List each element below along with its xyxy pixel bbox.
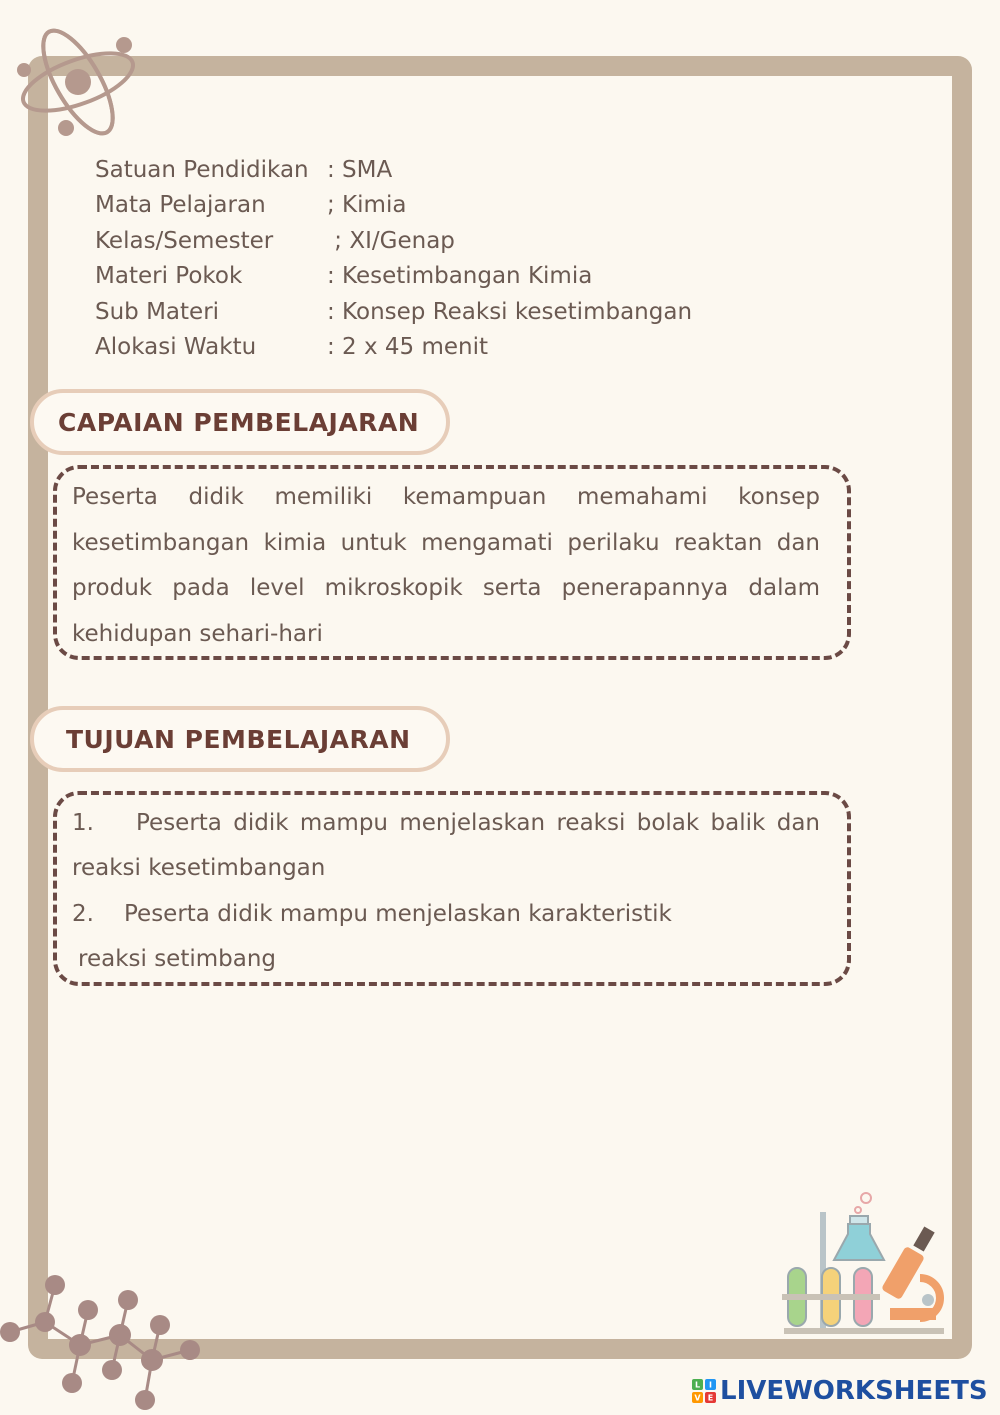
info-label: Satuan Pendidikan (95, 156, 309, 183)
logo-letter: V (694, 1393, 701, 1403)
list-item-text: Peserta didik mampu menjelaskan karakteristik (124, 900, 672, 927)
liveworksheets-brand[interactable] (692, 1374, 988, 1408)
info-value: : Kesetimbangan Kimia (327, 263, 593, 290)
list-item (72, 891, 820, 937)
capaian-heading: CAPAIAN PEMBELAJARAN (30, 389, 450, 455)
info-row (95, 152, 692, 188)
info-label: Kelas/Semester (95, 227, 274, 254)
capaian-line: produk pada level mikroskopik serta penerapannya dalam (72, 575, 820, 601)
molecule-icon (0, 1265, 215, 1415)
info-value: ; Kimia (327, 192, 407, 219)
info-value: : Konsep Reaksi kesetimbangan (327, 298, 693, 325)
tujuan-list (72, 800, 820, 982)
info-row (95, 188, 692, 224)
info-row (95, 330, 692, 366)
info-label: Sub Materi (95, 298, 220, 325)
list-item (72, 800, 820, 846)
capaian-line: Peserta didik memiliki kemampuan memahami konsep (72, 484, 820, 510)
tujuan-heading: TUJUAN PEMBELAJARAN (30, 706, 450, 772)
info-label: Materi Pokok (95, 263, 243, 290)
laboratory-equipment-icon (780, 1188, 950, 1338)
list-item-continuation: reaksi setimbang (78, 946, 277, 973)
capaian-line: kehidupan sehari-hari (72, 620, 323, 647)
info-row (95, 223, 692, 259)
info-row (95, 294, 692, 330)
logo-letter: L (694, 1380, 701, 1390)
list-number: 1. (72, 809, 94, 836)
info-label: Mata Pelajaran (95, 192, 266, 219)
list-item-continuation: reaksi kesetimbangan (72, 855, 326, 882)
brand-name[interactable]: LIVEWORKSHEETS (720, 1376, 988, 1406)
list-item-text: Peserta didik mampu menjelaskan reaksi bolak balik dan (136, 809, 820, 836)
info-row (95, 259, 692, 295)
info-label: Alokasi Waktu (95, 334, 257, 361)
list-number: 2. (72, 900, 94, 927)
identity-info (95, 152, 692, 365)
logo-letter: E (707, 1393, 714, 1403)
capaian-line: kesetimbangan kimia untuk mengamati perilaku reaktan dan (72, 529, 820, 556)
atom-icon (14, 20, 144, 145)
capaian-text (72, 475, 820, 657)
info-value: : 2 x 45 menit (327, 334, 489, 361)
logo-letter: I (709, 1380, 712, 1390)
info-value: : SMA (327, 156, 393, 183)
info-value: ; XI/Genap (327, 227, 455, 254)
liveworksheets-logo-icon (692, 1379, 716, 1403)
